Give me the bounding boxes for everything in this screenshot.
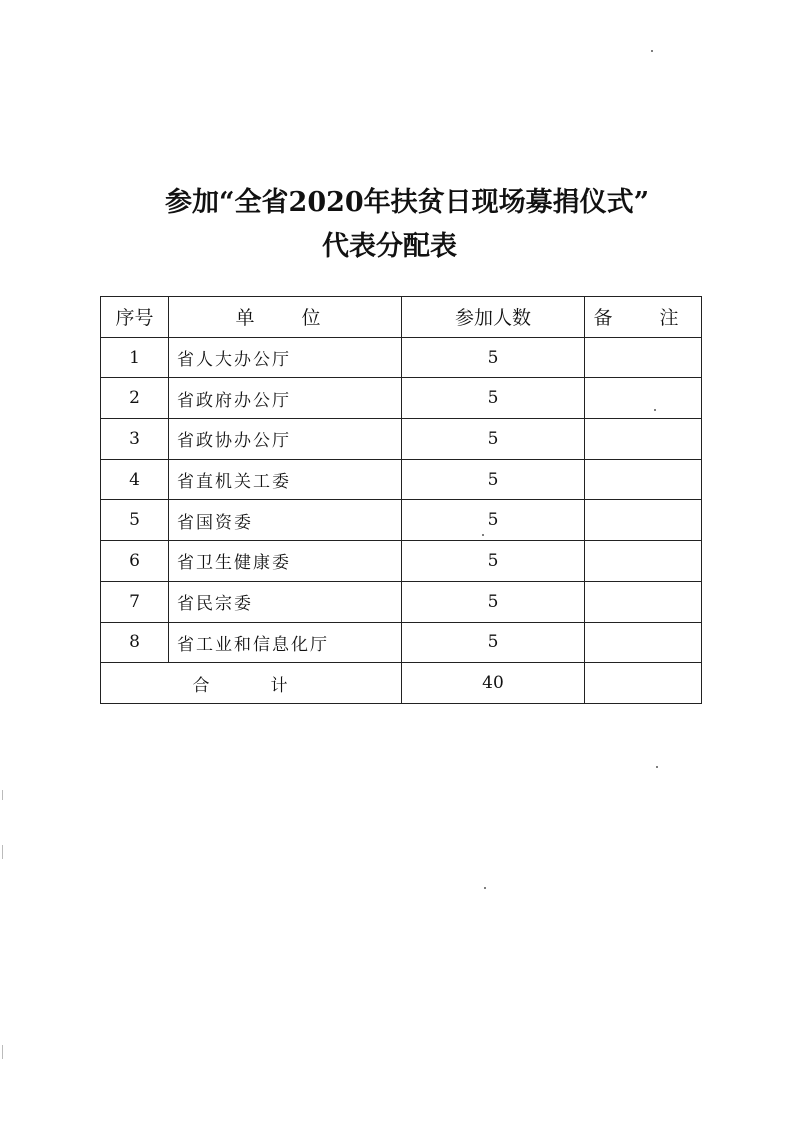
scan-speck [651, 50, 653, 52]
cell-seq: 1 [101, 337, 169, 378]
total-label: 合 计 [101, 663, 402, 704]
scan-speck [654, 409, 656, 411]
scan-speck [484, 887, 486, 889]
cell-seq: 3 [101, 419, 169, 460]
table-row [101, 419, 702, 460]
table-total-row [101, 663, 702, 704]
cell-seq: 7 [101, 581, 169, 622]
header-seq: 序号 [101, 297, 169, 338]
cell-seq: 2 [101, 378, 169, 419]
cell-unit: 省国资委 [169, 500, 402, 541]
cell-count: 5 [402, 419, 585, 460]
table-row [101, 378, 702, 419]
cell-count: 5 [402, 622, 585, 663]
cell-note [585, 500, 702, 541]
scan-speck [656, 766, 658, 768]
header-note: 备 注 [585, 297, 702, 338]
cell-note [585, 337, 702, 378]
cell-unit: 省直机关工委 [169, 459, 402, 500]
cell-unit: 省政府办公厅 [169, 378, 402, 419]
header-count: 参加人数 [402, 297, 585, 338]
cell-count: 5 [402, 378, 585, 419]
title-line-1: 参加“全省2020年扶贫日现场募捐仪式” [165, 187, 650, 218]
title-line-2: 代表分配表 [322, 231, 457, 262]
cell-count: 5 [402, 459, 585, 500]
cell-seq: 5 [101, 500, 169, 541]
cell-count: 5 [402, 541, 585, 582]
cell-note [585, 378, 702, 419]
cell-seq: 6 [101, 541, 169, 582]
cell-seq: 4 [101, 459, 169, 500]
cell-note [585, 622, 702, 663]
cell-unit: 省人大办公厅 [169, 337, 402, 378]
table-row [101, 500, 702, 541]
cell-count: 5 [402, 500, 585, 541]
table-row [101, 581, 702, 622]
cell-note [585, 581, 702, 622]
scan-edge-mark [2, 790, 3, 800]
cell-note [585, 419, 702, 460]
allocation-table [100, 296, 702, 704]
header-unit: 单 位 [169, 297, 402, 338]
table-row [101, 622, 702, 663]
table-row [101, 541, 702, 582]
table-row [101, 459, 702, 500]
scan-speck [482, 534, 484, 536]
scan-edge-mark [2, 845, 3, 859]
scan-edge-mark [2, 1045, 3, 1059]
table-header-row [101, 297, 702, 338]
cell-seq: 8 [101, 622, 169, 663]
cell-count: 5 [402, 581, 585, 622]
cell-unit: 省工业和信息化厅 [169, 622, 402, 663]
total-note [585, 663, 702, 704]
cell-count: 5 [402, 337, 585, 378]
cell-unit: 省卫生健康委 [169, 541, 402, 582]
cell-note [585, 459, 702, 500]
cell-note [585, 541, 702, 582]
cell-unit: 省政协办公厅 [169, 419, 402, 460]
total-count: 40 [402, 663, 585, 704]
cell-unit: 省民宗委 [169, 581, 402, 622]
table-row [101, 337, 702, 378]
